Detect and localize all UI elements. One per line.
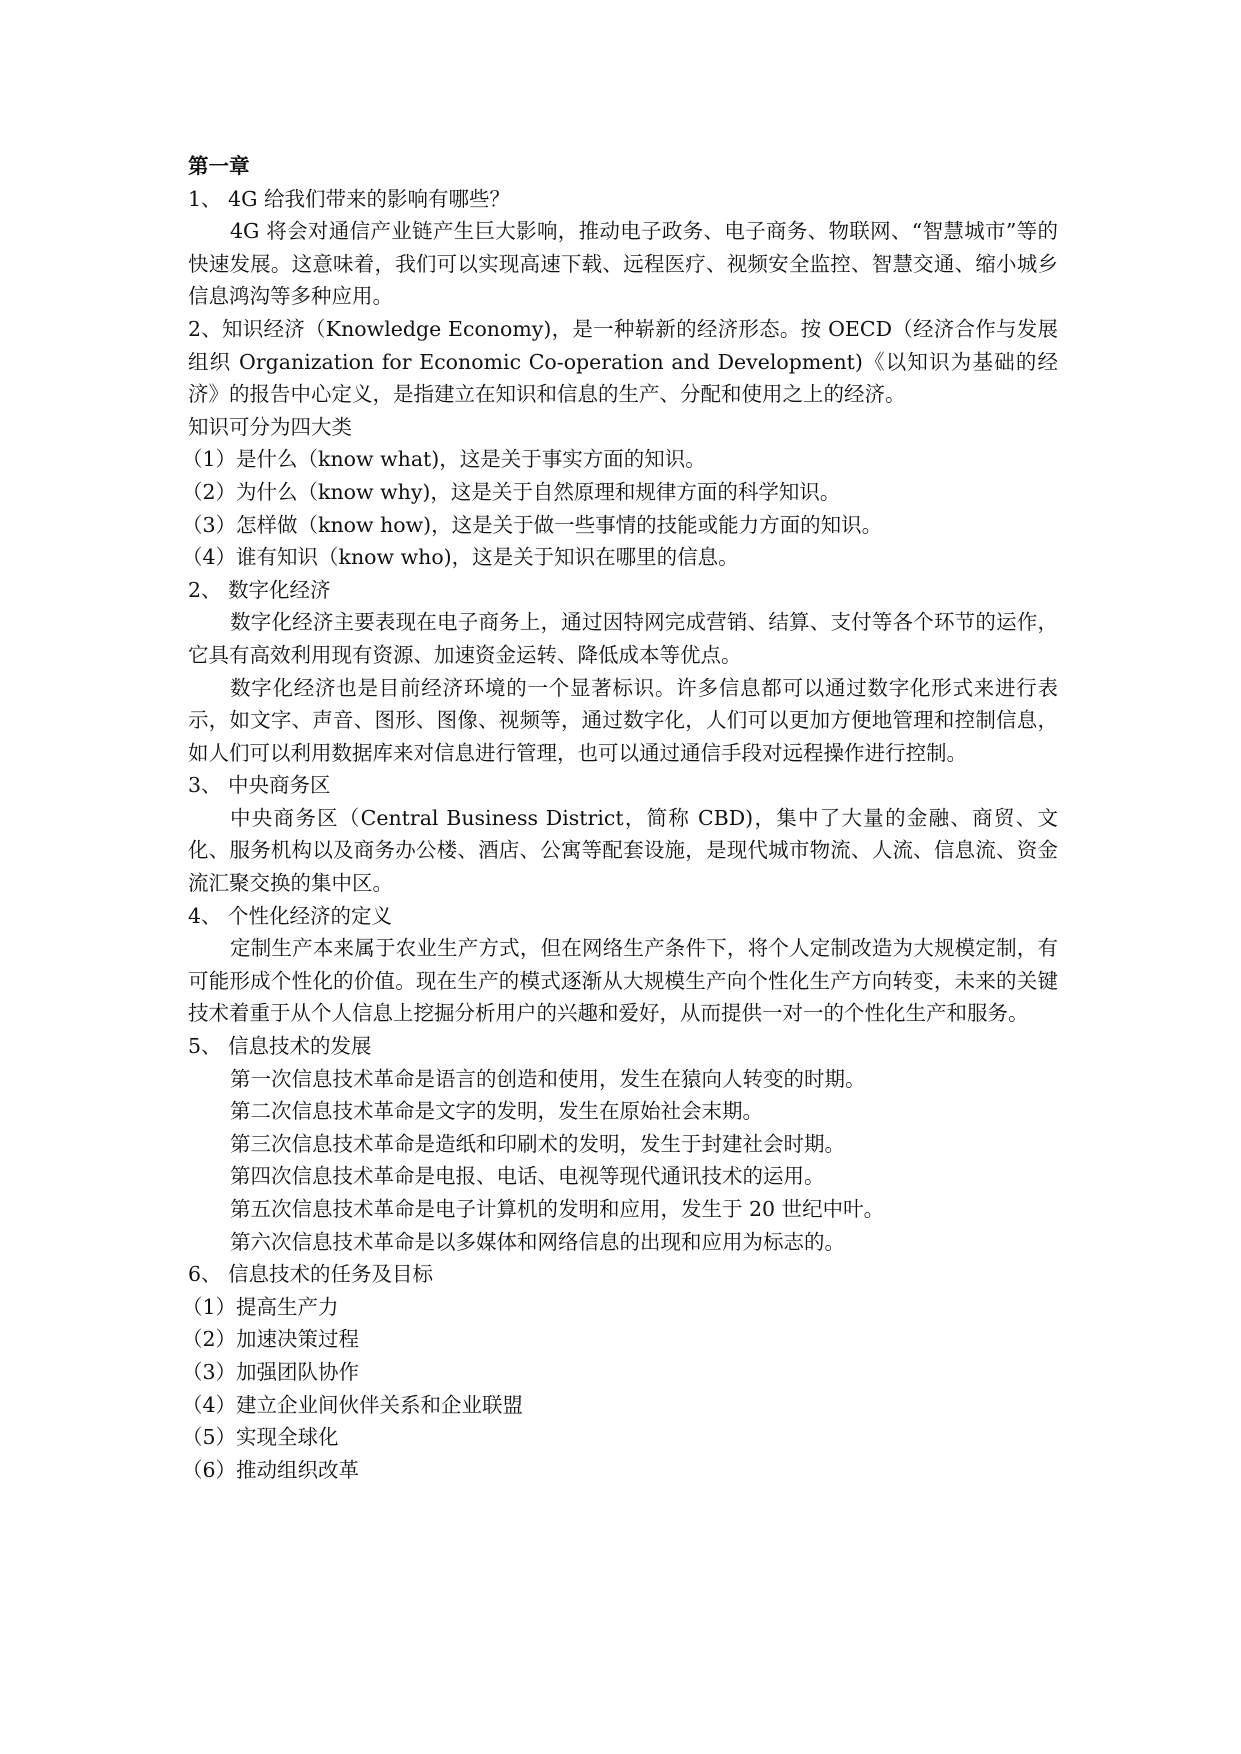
paragraph: 知识可分为四大类 <box>188 414 352 439</box>
chapter-title: 第一章 <box>188 154 250 178</box>
question-heading-4: 4、 个性化经济的定义 <box>188 903 393 928</box>
list-item: （3）加强团队协作 <box>182 1359 360 1384</box>
paragraph: 定制生产本来属于农业生产方式，但在网络生产条件下，将个人定制改造为大规模定制，有可能形成个性化的价值。现在生产的模式逐渐从大规模生产向个性化生产方向转变，未来的关键技术着重于从个人信息上挖掘分析用户的兴趣和爱好，从而提供一对一的个性化生产和服务。 <box>188 936 1058 1026</box>
question-heading-1: 1、 4G 给我们带来的影响有哪些？ <box>188 186 510 211</box>
paragraph: 2、知识经济（Knowledge Economy)，是一种崭新的经济形态。按 OECD（经济合作与发展组织 Organization for Economic Co-operation and Development)《以知识为基础的经济》的报告中心定义，是指建立在知识和信息的生产、分配和使用之上的经济。 <box>188 316 1058 407</box>
list-item: （6）推动组织改革 <box>182 1457 360 1482</box>
list-item: （1）提高生产力 <box>182 1294 339 1319</box>
list-item: （4）谁有知识（know who)，这是关于知识在哪里的信息。 <box>182 545 739 570</box>
question-heading-5: 5、 信息技术的发展 <box>188 1034 372 1059</box>
paragraph: 第五次信息技术革命是电子计算机的发明和应用，发生于 20 世纪中叶。 <box>230 1197 885 1221</box>
list-item: （3）怎样做（know how)，这是关于做一些事情的技能或能力方面的知识。 <box>182 512 883 537</box>
list-item: （1）是什么（know what)，这是关于事实方面的知识。 <box>182 447 706 472</box>
paragraph: 中央商务区（Central Business District，简称 CBD)，集中了大量的金融、商贸、文化、服务机构以及商务办公楼、酒店、公寓等配套设施，是现代城市物流、人流、信息流、资金流汇聚交换的集中区。 <box>188 805 1058 896</box>
paragraph: 数字化经济也是目前经济环境的一个显著标识。许多信息都可以通过数字化形式来进行表示，如文字、声音、图形、图像、视频等，通过数字化，人们可以更加方便地管理和控制信息，如人们可以利用数据库来对信息进行管理，也可以通过通信手段对远程操作进行控制。 <box>188 675 1058 765</box>
question-heading-2: 2、 数字化经济 <box>188 577 331 602</box>
paragraph: 第二次信息技术革命是文字的发明，发生在原始社会末期。 <box>230 1099 763 1124</box>
paragraph: 第六次信息技术革命是以多媒体和网络信息的出现和应用为标志的。 <box>230 1229 845 1254</box>
paragraph: 数字化经济主要表现在电子商务上，通过因特网完成营销、结算、支付等各个环节的运作，它具有高效利用现有资源、加速资金运转、降低成本等优点。 <box>188 610 1058 667</box>
document-page <box>182 150 1058 1486</box>
list-item: （4）建立企业间伙伴关系和企业联盟 <box>182 1392 524 1417</box>
list-item: （2）加速决策过程 <box>182 1327 360 1352</box>
paragraph: 第一次信息技术革命是语言的创造和使用，发生在猿向人转变的时期。 <box>230 1066 866 1091</box>
question-heading-6: 6、 信息技术的任务及目标 <box>188 1262 434 1287</box>
list-item: （5）实现全球化 <box>182 1425 339 1450</box>
question-heading-3: 3、 中央商务区 <box>188 773 331 798</box>
list-item: （2）为什么（know why)，这是关于自然原理和规律方面的科学知识。 <box>182 479 841 504</box>
paragraph: 4G 将会对通信产业链产生巨大影响，推动电子政务、电子商务、物联网、“智慧城市”等的快速发展。这意味着，我们可以实现高速下载、远程医疗、视频安全监控、智慧交通、缩小城乡信息鸿沟等多种应用。 <box>188 219 1058 309</box>
paragraph: 第三次信息技术革命是造纸和印刷术的发明，发生于封建社会时期。 <box>230 1131 845 1156</box>
paragraph: 第四次信息技术革命是电报、电话、电视等现代通讯技术的运用。 <box>230 1164 825 1189</box>
